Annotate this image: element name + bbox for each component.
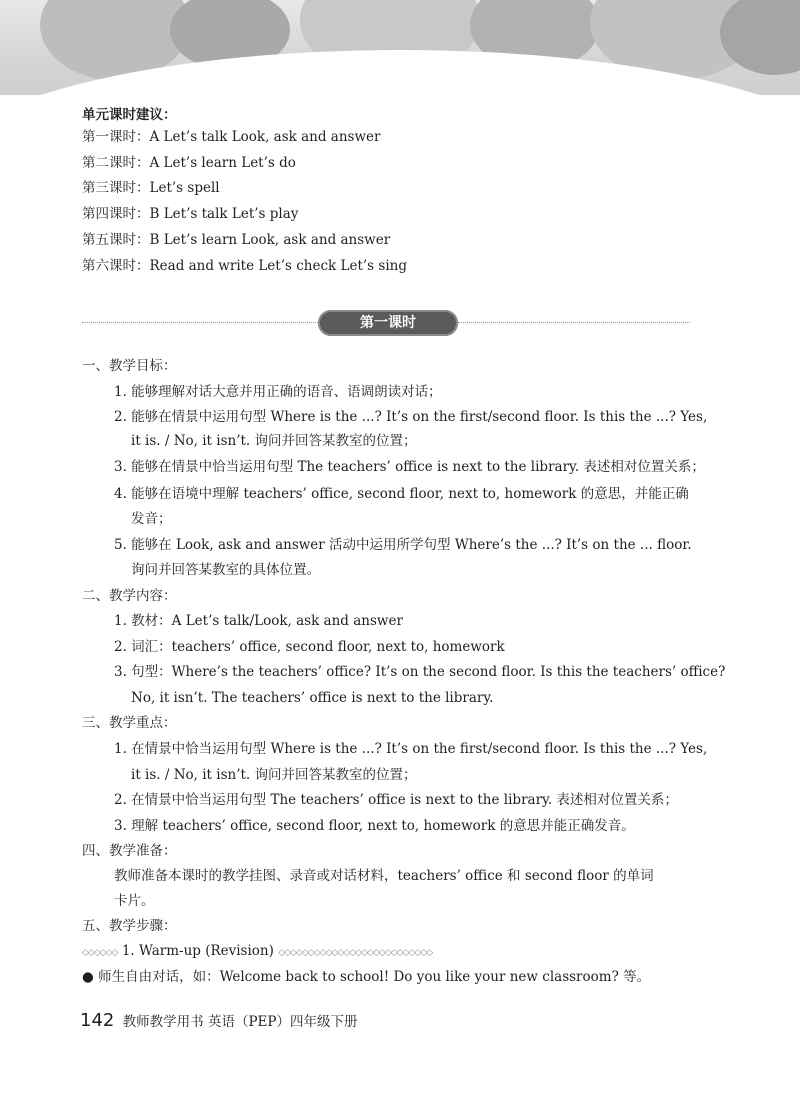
lesson-text: A Let’s talk Look, ask and answer [149,129,381,145]
step-subheading-row [82,941,432,963]
page-footer [80,1010,357,1031]
section-heading: 一、教学目标： [82,358,177,374]
lesson-label: 第四课时： [82,206,150,222]
lesson-label: 第六课时： [82,258,150,274]
step-bullet-text: 师生自由对话，如：Welcome back to school! Do you like your new classroom? 等。 [98,969,651,985]
header-banner [0,0,800,95]
objective-item: 发音； [131,511,172,527]
zigzag-decoration: ◇◇◇◇◇◇◇◇◇◇◇◇◇◇◇◇◇◇◇◇◇◇◇◇◇◇ [278,948,433,958]
section-divider-left [82,322,318,323]
zigzag-decoration: ◇◇◇◇◇◇ [82,948,118,958]
book-title: 教师教学用书 英语（PEP）四年级下册 [122,1014,358,1030]
lesson-row [82,204,298,224]
lesson-text: Read and write Let’s check Let’s sing [149,258,407,274]
objective-item: it is. / No, it isn’t. 询问并回答某教室的位置； [131,433,417,449]
lesson-text: Let’s spell [149,180,220,196]
objective-item: 3. 能够在情景中恰当运用句型 The teachers’ office is next to the library. 表述相对位置关系； [114,459,705,475]
objective-item: 2. 能够在情景中运用句型 Where is the ...? It’s on the first/second floor. Is this the ...? Yes, [114,409,708,425]
section-badge: 第一课时 [318,310,458,336]
lesson-label: 第二课时： [82,155,150,171]
lesson-text: B Let’s learn Look, ask and answer [149,232,391,248]
content-item: No, it isn’t. The teachers’ office is next to the library. [131,690,494,706]
preparation-item: 卡片。 [114,893,155,909]
lesson-label: 第一课时： [82,129,150,145]
lesson-row [82,178,220,198]
content-item: 1. 教材：A Let’s talk/Look, ask and answer [114,613,403,629]
objective-item: 询问并回答某教室的具体位置。 [131,562,320,578]
preparation-item: 教师准备本课时的教学挂图、录音或对话材料，teachers’ office 和 second floor 的单词 [114,868,654,884]
key-point-item: 2. 在情景中恰当运用句型 The teachers’ office is next to the library. 表述相对位置关系； [114,792,678,808]
key-point-item: 1. 在情景中恰当运用句型 Where is the ...? It’s on the first/second floor. Is this the ...? Yes, [114,741,708,757]
lesson-plan-title: 单元课时建议： [82,107,177,123]
section-divider-right [458,322,690,323]
bullet-icon: ● [82,969,94,985]
section-heading: 四、教学准备： [82,843,177,859]
step-subheading: 1. Warm-up (Revision) [121,943,274,959]
lesson-row [82,256,407,276]
key-point-item: 3. 理解 teachers’ office, second floor, next to, homework 的意思并能正确发音。 [114,818,635,834]
lesson-row [82,230,390,250]
section-heading: 二、教学内容： [82,588,177,604]
section-heading: 三、教学重点： [82,715,177,731]
content-item: 3. 句型：Where’s the teachers’ office? It’s on the second floor. Is this the teachers’ office? [114,664,726,680]
objective-item: 4. 能够在语境中理解 teachers’ office, second floor, next to, homework 的意思，并能正确 [114,486,689,502]
lesson-text: A Let’s learn Let’s do [149,155,296,171]
page-number: 142 [80,1010,115,1031]
step-bullet-row [82,967,650,987]
section-heading: 五、教学步骤： [82,918,177,934]
lesson-label: 第三课时： [82,180,150,196]
lesson-label: 第五课时： [82,232,150,248]
key-point-item: it is. / No, it isn’t. 询问并回答某教室的位置； [131,767,417,783]
lesson-row [82,127,380,147]
objective-item: 1. 能够理解对话大意并用正确的语音、语调朗读对话； [114,384,442,400]
content-item: 2. 词汇：teachers’ office, second floor, next to, homework [114,639,505,655]
objective-item: 5. 能够在 Look, ask and answer 活动中运用所学句型 Where’s the ...? It’s on the ... floor. [114,537,692,553]
lesson-text: B Let’s talk Let’s play [149,206,299,222]
lesson-row [82,153,296,173]
